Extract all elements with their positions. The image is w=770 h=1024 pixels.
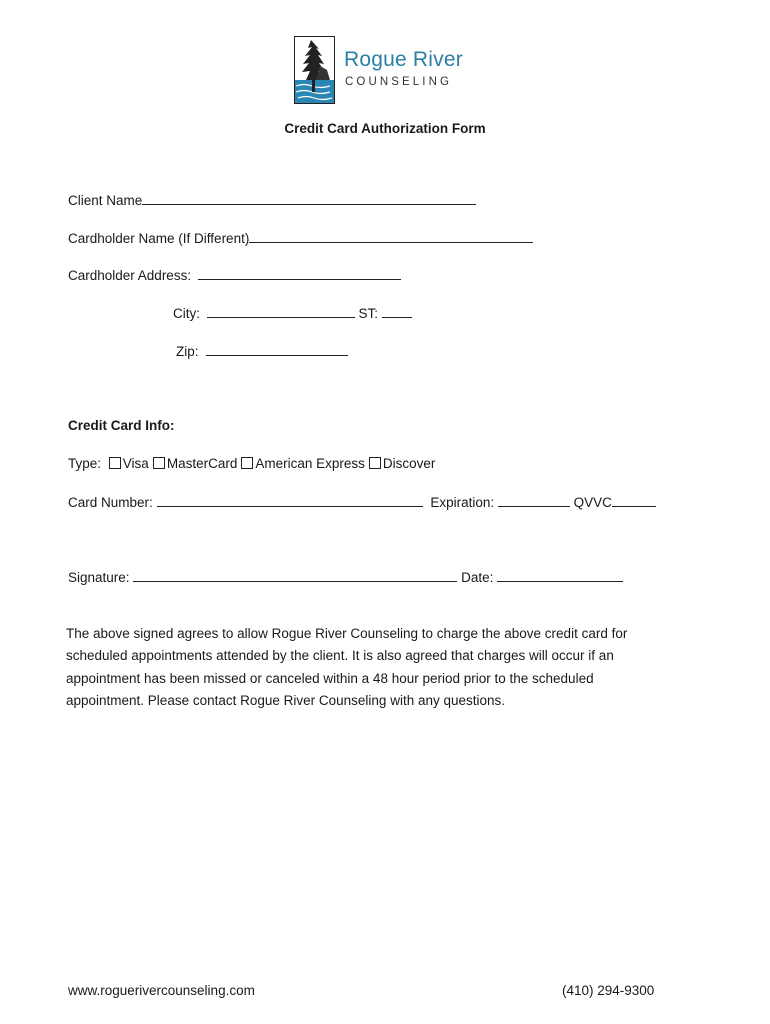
card-number-field[interactable] <box>157 494 423 507</box>
state-field[interactable] <box>382 305 412 318</box>
footer-website[interactable]: www.roguerivercounseling.com <box>68 983 255 998</box>
city-field[interactable] <box>207 305 355 318</box>
agreement-paragraph <box>66 623 686 712</box>
discover-checkbox[interactable] <box>369 457 381 469</box>
zip-field[interactable] <box>206 343 348 356</box>
client-name-label: Client Name <box>68 193 143 208</box>
cardholder-address-label: Cardholder Address: <box>68 268 192 283</box>
logo-subtitle: COUNSELING <box>345 76 453 88</box>
form-title: Credit Card Authorization Form <box>284 121 486 136</box>
logo <box>294 36 484 106</box>
cardholder-name-label: Cardholder Name (If Different) <box>68 231 250 246</box>
footer-phone: (410) 294-9300 <box>562 983 655 998</box>
tree-logo-icon <box>294 36 335 104</box>
discover-label: Discover <box>382 456 436 471</box>
signature-label: Signature: <box>68 570 130 585</box>
state-label: ST: <box>358 306 379 321</box>
cardholder-address-field[interactable] <box>198 267 401 280</box>
american-express-checkbox[interactable] <box>241 457 253 469</box>
zip-label: Zip: <box>176 344 199 359</box>
expiration-field[interactable] <box>498 494 570 507</box>
card-type-row <box>68 456 435 471</box>
date-field[interactable] <box>497 569 623 582</box>
visa-label: Visa <box>122 456 149 471</box>
visa-checkbox[interactable] <box>109 457 121 469</box>
agreement-line: appointment. Please contact Rogue River Counseling with any questions. <box>66 692 506 708</box>
cardholder-name-field[interactable] <box>249 230 533 243</box>
american-express-label: American Express <box>255 456 365 471</box>
mastercard-label: MasterCard <box>166 456 238 471</box>
city-state-row <box>173 305 412 321</box>
client-name-row <box>68 192 476 208</box>
agreement-line: scheduled appointments attended by the client. It is also agreed that charges will occur if an <box>66 648 614 664</box>
city-label: City: <box>173 306 200 321</box>
signature-row <box>68 569 623 585</box>
agreement-line: The above signed agrees to allow Rogue River Counseling to charge the above credit card for <box>66 626 628 641</box>
signature-field[interactable] <box>133 569 457 582</box>
qvvc-label: QVVC <box>573 495 612 510</box>
cardholder-name-row <box>68 230 533 246</box>
card-type-label: Type: <box>68 456 102 471</box>
mastercard-checkbox[interactable] <box>153 457 165 469</box>
logo-name: Rogue River <box>344 48 463 71</box>
credit-card-info-heading: Credit Card Info: <box>68 418 175 433</box>
expiration-label: Expiration: <box>430 495 495 510</box>
agreement-line: appointment has been missed or canceled within a 48 hour period prior to the scheduled <box>66 670 594 686</box>
zip-row <box>176 343 348 359</box>
date-label: Date: <box>461 570 494 585</box>
client-name-field[interactable] <box>142 192 476 205</box>
card-number-row <box>68 494 656 510</box>
card-number-label: Card Number: <box>68 495 153 510</box>
qvvc-field[interactable] <box>612 494 656 507</box>
cardholder-address-row <box>68 267 401 283</box>
